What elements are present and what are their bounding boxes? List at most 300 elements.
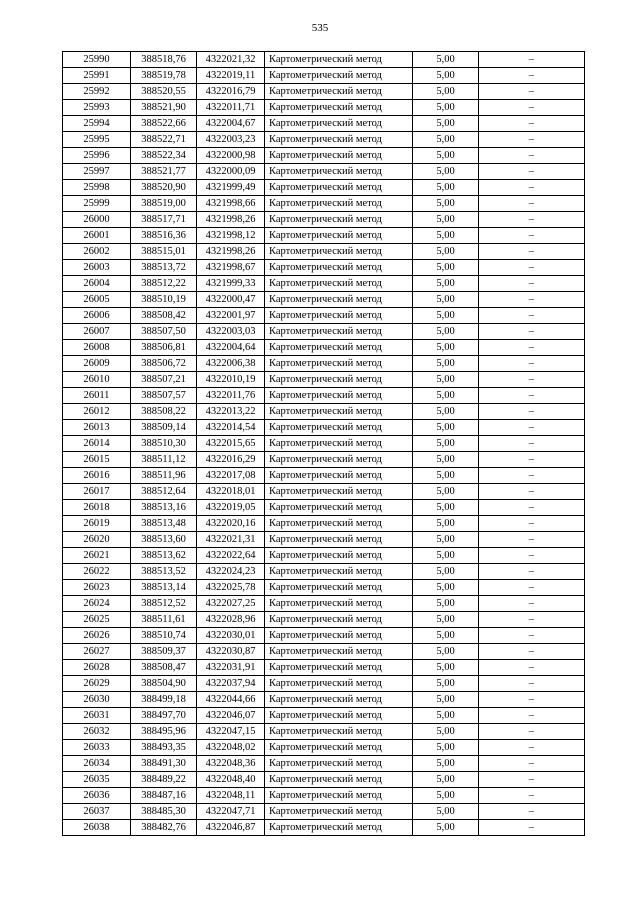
table-row: [63, 164, 585, 180]
y-coordinate-cell: 4322037,94: [197, 676, 265, 692]
y-coordinate-cell: 4321998,26: [197, 212, 265, 228]
method-cell: Картометрический метод: [265, 228, 413, 244]
accuracy-cell: 5,00: [413, 468, 479, 484]
accuracy-cell: 5,00: [413, 388, 479, 404]
x-coordinate-cell: 388513,14: [131, 580, 197, 596]
table-row: [63, 660, 585, 676]
x-coordinate-cell: 388515,01: [131, 244, 197, 260]
y-coordinate-cell: 4321998,66: [197, 196, 265, 212]
method-cell: Картометрический метод: [265, 180, 413, 196]
accuracy-cell: 5,00: [413, 660, 479, 676]
table-row: [63, 404, 585, 420]
y-coordinate-cell: 4322004,64: [197, 340, 265, 356]
accuracy-cell: 5,00: [413, 212, 479, 228]
description-cell: –: [479, 196, 585, 212]
point-number-cell: 25990: [63, 52, 131, 68]
description-cell: –: [479, 292, 585, 308]
description-cell: –: [479, 308, 585, 324]
point-number-cell: 26034: [63, 756, 131, 772]
description-cell: –: [479, 100, 585, 116]
accuracy-cell: 5,00: [413, 708, 479, 724]
point-number-cell: 26027: [63, 644, 131, 660]
point-number-cell: 26012: [63, 404, 131, 420]
page-number: 535: [311, 22, 329, 34]
y-coordinate-cell: 4322022,64: [197, 548, 265, 564]
table-row: [63, 100, 585, 116]
method-cell: Картометрический метод: [265, 596, 413, 612]
point-number-cell: 26031: [63, 708, 131, 724]
description-cell: –: [479, 692, 585, 708]
point-number-cell: 26020: [63, 532, 131, 548]
x-coordinate-cell: 388513,62: [131, 548, 197, 564]
x-coordinate-cell: 388508,22: [131, 404, 197, 420]
x-coordinate-cell: 388499,18: [131, 692, 197, 708]
method-cell: Картометрический метод: [265, 436, 413, 452]
accuracy-cell: 5,00: [413, 628, 479, 644]
point-number-cell: 26010: [63, 372, 131, 388]
y-coordinate-cell: 4322048,36: [197, 756, 265, 772]
description-cell: –: [479, 388, 585, 404]
point-number-cell: 26021: [63, 548, 131, 564]
y-coordinate-cell: 4322015,65: [197, 436, 265, 452]
y-coordinate-cell: 4322031,91: [197, 660, 265, 676]
accuracy-cell: 5,00: [413, 532, 479, 548]
description-cell: –: [479, 84, 585, 100]
point-number-cell: 26005: [63, 292, 131, 308]
x-coordinate-cell: 388521,77: [131, 164, 197, 180]
description-cell: –: [479, 244, 585, 260]
accuracy-cell: 5,00: [413, 580, 479, 596]
y-coordinate-cell: 4322010,19: [197, 372, 265, 388]
table-row: [63, 180, 585, 196]
x-coordinate-cell: 388507,50: [131, 324, 197, 340]
x-coordinate-cell: 388495,96: [131, 724, 197, 740]
method-cell: Картометрический метод: [265, 532, 413, 548]
table-row: [63, 516, 585, 532]
accuracy-cell: 5,00: [413, 116, 479, 132]
x-coordinate-cell: 388513,60: [131, 532, 197, 548]
description-cell: –: [479, 404, 585, 420]
point-number-cell: 26002: [63, 244, 131, 260]
x-coordinate-cell: 388508,42: [131, 308, 197, 324]
x-coordinate-cell: 388510,19: [131, 292, 197, 308]
y-coordinate-cell: 4322024,23: [197, 564, 265, 580]
point-number-cell: 26014: [63, 436, 131, 452]
accuracy-cell: 5,00: [413, 340, 479, 356]
x-coordinate-cell: 388506,81: [131, 340, 197, 356]
point-number-cell: 26026: [63, 628, 131, 644]
x-coordinate-cell: 388519,00: [131, 196, 197, 212]
y-coordinate-cell: 4322004,67: [197, 116, 265, 132]
method-cell: Картометрический метод: [265, 724, 413, 740]
method-cell: Картометрический метод: [265, 548, 413, 564]
method-cell: Картометрический метод: [265, 484, 413, 500]
point-number-cell: 26022: [63, 564, 131, 580]
method-cell: Картометрический метод: [265, 308, 413, 324]
method-cell: Картометрический метод: [265, 756, 413, 772]
table-row: [63, 116, 585, 132]
y-coordinate-cell: 4322019,05: [197, 500, 265, 516]
table-row: [63, 740, 585, 756]
description-cell: –: [479, 276, 585, 292]
method-cell: Картометрический метод: [265, 68, 413, 84]
description-cell: –: [479, 436, 585, 452]
table-row: [63, 676, 585, 692]
point-number-cell: 26017: [63, 484, 131, 500]
method-cell: Картометрический метод: [265, 372, 413, 388]
description-cell: –: [479, 516, 585, 532]
description-cell: –: [479, 740, 585, 756]
description-cell: –: [479, 212, 585, 228]
y-coordinate-cell: 4322000,47: [197, 292, 265, 308]
point-number-cell: 26032: [63, 724, 131, 740]
x-coordinate-cell: 388516,36: [131, 228, 197, 244]
description-cell: –: [479, 612, 585, 628]
point-number-cell: 25992: [63, 84, 131, 100]
y-coordinate-cell: 4322001,97: [197, 308, 265, 324]
accuracy-cell: 5,00: [413, 484, 479, 500]
description-cell: –: [479, 164, 585, 180]
accuracy-cell: 5,00: [413, 804, 479, 820]
point-number-cell: 25997: [63, 164, 131, 180]
table-row: [63, 468, 585, 484]
point-number-cell: 26036: [63, 788, 131, 804]
point-number-cell: 25999: [63, 196, 131, 212]
point-number-cell: 26016: [63, 468, 131, 484]
x-coordinate-cell: 388520,55: [131, 84, 197, 100]
y-coordinate-cell: 4322016,79: [197, 84, 265, 100]
method-cell: Картометрический метод: [265, 692, 413, 708]
description-cell: –: [479, 372, 585, 388]
description-cell: –: [479, 596, 585, 612]
x-coordinate-cell: 388522,66: [131, 116, 197, 132]
description-cell: –: [479, 500, 585, 516]
point-number-cell: 26008: [63, 340, 131, 356]
point-number-cell: 25994: [63, 116, 131, 132]
point-number-cell: 26030: [63, 692, 131, 708]
description-cell: –: [479, 260, 585, 276]
accuracy-cell: 5,00: [413, 612, 479, 628]
accuracy-cell: 5,00: [413, 772, 479, 788]
method-cell: Картометрический метод: [265, 772, 413, 788]
point-number-cell: 26024: [63, 596, 131, 612]
table-row: [63, 212, 585, 228]
point-number-cell: 26013: [63, 420, 131, 436]
table-row: [63, 612, 585, 628]
accuracy-cell: 5,00: [413, 84, 479, 100]
point-number-cell: 26006: [63, 308, 131, 324]
method-cell: Картометрический метод: [265, 52, 413, 68]
table-row: [63, 804, 585, 820]
x-coordinate-cell: 388504,90: [131, 676, 197, 692]
description-cell: –: [479, 132, 585, 148]
y-coordinate-cell: 4322021,32: [197, 52, 265, 68]
table-row: [63, 276, 585, 292]
table-row: [63, 84, 585, 100]
accuracy-cell: 5,00: [413, 740, 479, 756]
description-cell: –: [479, 532, 585, 548]
description-cell: –: [479, 468, 585, 484]
method-cell: Картометрический метод: [265, 388, 413, 404]
method-cell: Картометрический метод: [265, 628, 413, 644]
x-coordinate-cell: 388482,76: [131, 820, 197, 836]
method-cell: Картометрический метод: [265, 260, 413, 276]
accuracy-cell: 5,00: [413, 500, 479, 516]
accuracy-cell: 5,00: [413, 52, 479, 68]
accuracy-cell: 5,00: [413, 324, 479, 340]
method-cell: Картометрический метод: [265, 788, 413, 804]
point-number-cell: 26028: [63, 660, 131, 676]
point-number-cell: 26033: [63, 740, 131, 756]
point-number-cell: 26023: [63, 580, 131, 596]
method-cell: Картометрический метод: [265, 356, 413, 372]
y-coordinate-cell: 4321998,12: [197, 228, 265, 244]
point-number-cell: 26015: [63, 452, 131, 468]
accuracy-cell: 5,00: [413, 564, 479, 580]
method-cell: Картометрический метод: [265, 564, 413, 580]
accuracy-cell: 5,00: [413, 100, 479, 116]
accuracy-cell: 5,00: [413, 644, 479, 660]
table-row: [63, 356, 585, 372]
x-coordinate-cell: 388512,52: [131, 596, 197, 612]
table-row: [63, 772, 585, 788]
description-cell: –: [479, 228, 585, 244]
method-cell: Картометрический метод: [265, 740, 413, 756]
description-cell: –: [479, 788, 585, 804]
table-row: [63, 532, 585, 548]
x-coordinate-cell: 388485,30: [131, 804, 197, 820]
table-body: [63, 52, 585, 836]
accuracy-cell: 5,00: [413, 724, 479, 740]
x-coordinate-cell: 388513,48: [131, 516, 197, 532]
y-coordinate-cell: 4322047,71: [197, 804, 265, 820]
x-coordinate-cell: 388510,30: [131, 436, 197, 452]
y-coordinate-cell: 4322006,38: [197, 356, 265, 372]
x-coordinate-cell: 388507,57: [131, 388, 197, 404]
method-cell: Картометрический метод: [265, 516, 413, 532]
description-cell: –: [479, 564, 585, 580]
point-number-cell: 26011: [63, 388, 131, 404]
y-coordinate-cell: 4322003,03: [197, 324, 265, 340]
y-coordinate-cell: 4322011,76: [197, 388, 265, 404]
y-coordinate-cell: 4322048,11: [197, 788, 265, 804]
method-cell: Картометрический метод: [265, 612, 413, 628]
y-coordinate-cell: 4322030,87: [197, 644, 265, 660]
accuracy-cell: 5,00: [413, 196, 479, 212]
y-coordinate-cell: 4322030,01: [197, 628, 265, 644]
accuracy-cell: 5,00: [413, 756, 479, 772]
description-cell: –: [479, 324, 585, 340]
description-cell: –: [479, 628, 585, 644]
accuracy-cell: 5,00: [413, 228, 479, 244]
method-cell: Картометрический метод: [265, 148, 413, 164]
accuracy-cell: 5,00: [413, 692, 479, 708]
method-cell: Картометрический метод: [265, 324, 413, 340]
x-coordinate-cell: 388511,61: [131, 612, 197, 628]
table-row: [63, 580, 585, 596]
x-coordinate-cell: 388493,35: [131, 740, 197, 756]
table-row: [63, 548, 585, 564]
description-cell: –: [479, 676, 585, 692]
method-cell: Картометрический метод: [265, 820, 413, 836]
y-coordinate-cell: 4322000,98: [197, 148, 265, 164]
y-coordinate-cell: 4322028,96: [197, 612, 265, 628]
method-cell: Картометрический метод: [265, 420, 413, 436]
y-coordinate-cell: 4322048,40: [197, 772, 265, 788]
x-coordinate-cell: 388511,12: [131, 452, 197, 468]
table-row: [63, 68, 585, 84]
accuracy-cell: 5,00: [413, 68, 479, 84]
description-cell: –: [479, 340, 585, 356]
y-coordinate-cell: 4322014,54: [197, 420, 265, 436]
x-coordinate-cell: 388512,64: [131, 484, 197, 500]
accuracy-cell: 5,00: [413, 276, 479, 292]
y-coordinate-cell: 4322021,31: [197, 532, 265, 548]
y-coordinate-cell: 4322046,07: [197, 708, 265, 724]
y-coordinate-cell: 4322018,01: [197, 484, 265, 500]
accuracy-cell: 5,00: [413, 436, 479, 452]
y-coordinate-cell: 4322013,22: [197, 404, 265, 420]
description-cell: –: [479, 772, 585, 788]
table-row: [63, 324, 585, 340]
x-coordinate-cell: 388508,47: [131, 660, 197, 676]
table-row: [63, 724, 585, 740]
table-row: [63, 52, 585, 68]
x-coordinate-cell: 388509,14: [131, 420, 197, 436]
accuracy-cell: 5,00: [413, 788, 479, 804]
method-cell: Картометрический метод: [265, 500, 413, 516]
description-cell: –: [479, 484, 585, 500]
accuracy-cell: 5,00: [413, 132, 479, 148]
description-cell: –: [479, 180, 585, 196]
method-cell: Картометрический метод: [265, 132, 413, 148]
table-row: [63, 708, 585, 724]
point-number-cell: 26007: [63, 324, 131, 340]
y-coordinate-cell: 4322048,02: [197, 740, 265, 756]
accuracy-cell: 5,00: [413, 676, 479, 692]
point-number-cell: 26038: [63, 820, 131, 836]
table-row: [63, 228, 585, 244]
x-coordinate-cell: 388521,90: [131, 100, 197, 116]
description-cell: –: [479, 756, 585, 772]
description-cell: –: [479, 52, 585, 68]
method-cell: Картометрический метод: [265, 644, 413, 660]
table-row: [63, 260, 585, 276]
point-number-cell: 26001: [63, 228, 131, 244]
table-row: [63, 196, 585, 212]
table-row: [63, 820, 585, 836]
description-cell: –: [479, 580, 585, 596]
accuracy-cell: 5,00: [413, 356, 479, 372]
description-cell: –: [479, 804, 585, 820]
table-row: [63, 628, 585, 644]
x-coordinate-cell: 388517,71: [131, 212, 197, 228]
table-row: [63, 756, 585, 772]
point-number-cell: 26000: [63, 212, 131, 228]
table-row: [63, 452, 585, 468]
accuracy-cell: 5,00: [413, 180, 479, 196]
accuracy-cell: 5,00: [413, 148, 479, 164]
x-coordinate-cell: 388513,72: [131, 260, 197, 276]
table-row: [63, 564, 585, 580]
x-coordinate-cell: 388497,70: [131, 708, 197, 724]
y-coordinate-cell: 4322044,66: [197, 692, 265, 708]
x-coordinate-cell: 388507,21: [131, 372, 197, 388]
accuracy-cell: 5,00: [413, 308, 479, 324]
y-coordinate-cell: 4322003,23: [197, 132, 265, 148]
x-coordinate-cell: 388522,34: [131, 148, 197, 164]
table-row: [63, 308, 585, 324]
point-number-cell: 26037: [63, 804, 131, 820]
table-row: [63, 340, 585, 356]
table-row: [63, 644, 585, 660]
table-row: [63, 132, 585, 148]
x-coordinate-cell: 388491,30: [131, 756, 197, 772]
x-coordinate-cell: 388509,37: [131, 644, 197, 660]
accuracy-cell: 5,00: [413, 164, 479, 180]
method-cell: Картометрический метод: [265, 244, 413, 260]
method-cell: Картометрический метод: [265, 292, 413, 308]
point-number-cell: 25996: [63, 148, 131, 164]
table-row: [63, 788, 585, 804]
table-row: [63, 388, 585, 404]
table-row: [63, 372, 585, 388]
method-cell: Картометрический метод: [265, 100, 413, 116]
point-number-cell: 26003: [63, 260, 131, 276]
y-coordinate-cell: 4322020,16: [197, 516, 265, 532]
description-cell: –: [479, 708, 585, 724]
y-coordinate-cell: 4322019,11: [197, 68, 265, 84]
x-coordinate-cell: 388513,16: [131, 500, 197, 516]
method-cell: Картометрический метод: [265, 404, 413, 420]
method-cell: Картометрический метод: [265, 164, 413, 180]
x-coordinate-cell: 388519,78: [131, 68, 197, 84]
point-number-cell: 26019: [63, 516, 131, 532]
y-coordinate-cell: 4322047,15: [197, 724, 265, 740]
y-coordinate-cell: 4322016,29: [197, 452, 265, 468]
y-coordinate-cell: 4322017,08: [197, 468, 265, 484]
x-coordinate-cell: 388511,96: [131, 468, 197, 484]
accuracy-cell: 5,00: [413, 820, 479, 836]
x-coordinate-cell: 388518,76: [131, 52, 197, 68]
table-row: [63, 244, 585, 260]
description-cell: –: [479, 148, 585, 164]
point-number-cell: 26009: [63, 356, 131, 372]
x-coordinate-cell: 388512,22: [131, 276, 197, 292]
method-cell: Картометрический метод: [265, 468, 413, 484]
x-coordinate-cell: 388520,90: [131, 180, 197, 196]
y-coordinate-cell: 4322011,71: [197, 100, 265, 116]
description-cell: –: [479, 356, 585, 372]
method-cell: Картометрический метод: [265, 276, 413, 292]
point-number-cell: 25993: [63, 100, 131, 116]
table-row: [63, 420, 585, 436]
x-coordinate-cell: 388487,16: [131, 788, 197, 804]
table-row: [63, 484, 585, 500]
table-row: [63, 292, 585, 308]
point-number-cell: 25991: [63, 68, 131, 84]
point-number-cell: 26025: [63, 612, 131, 628]
accuracy-cell: 5,00: [413, 292, 479, 308]
description-cell: –: [479, 548, 585, 564]
method-cell: Картометрический метод: [265, 708, 413, 724]
y-coordinate-cell: 4321998,26: [197, 244, 265, 260]
y-coordinate-cell: 4322027,25: [197, 596, 265, 612]
method-cell: Картометрический метод: [265, 804, 413, 820]
description-cell: –: [479, 724, 585, 740]
description-cell: –: [479, 68, 585, 84]
y-coordinate-cell: 4322025,78: [197, 580, 265, 596]
